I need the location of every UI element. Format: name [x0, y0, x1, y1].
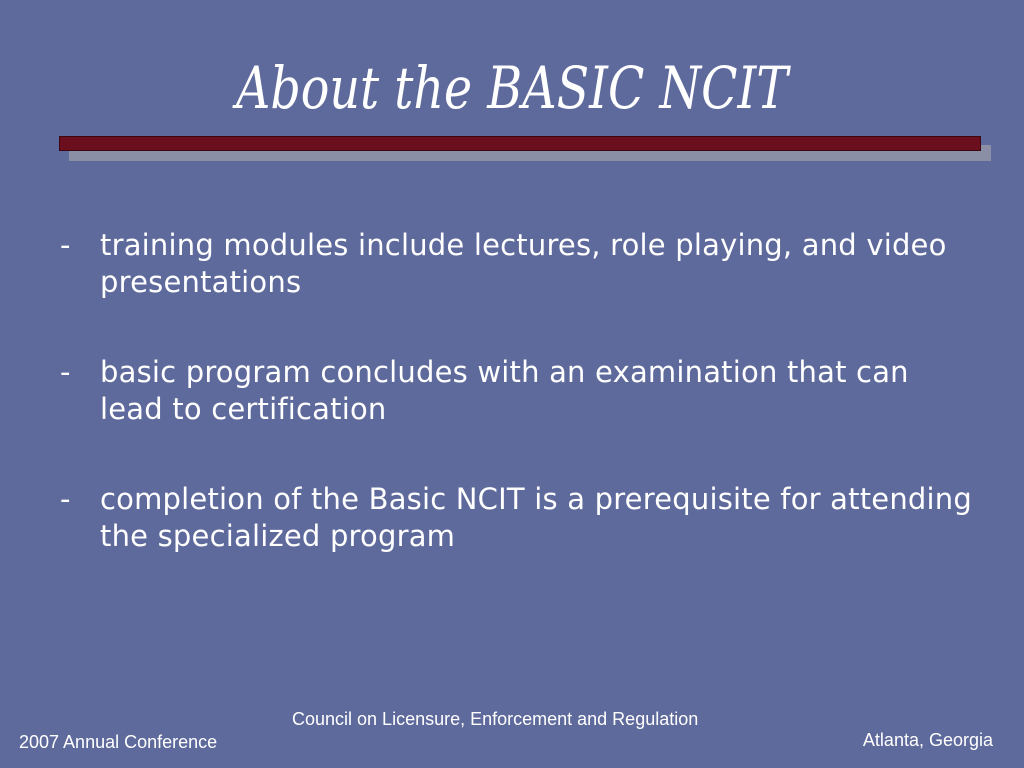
bullet-marker: -	[60, 355, 71, 389]
bullet-text: training modules include lectures, role playing, and video presentations	[100, 228, 947, 299]
slide-title: About the BASIC NCIT	[236, 54, 788, 122]
bullet-item	[58, 481, 978, 555]
footer-organization: Council on Licensure, Enforcement and Regulation	[292, 709, 699, 729]
title-rule	[59, 136, 981, 151]
bullet-list	[58, 227, 978, 608]
bullet-item	[58, 227, 978, 301]
bullet-text: basic program concludes with an examination that can lead to certification	[100, 355, 909, 426]
bullet-marker: -	[60, 228, 71, 262]
bullet-marker: -	[60, 482, 71, 516]
footer-location: Atlanta, Georgia	[862, 730, 993, 750]
bullet-item	[58, 354, 978, 428]
footer-conference: 2007 Annual Conference	[19, 732, 218, 752]
bullet-text: completion of the Basic NCIT is a prerequisite for attending the specialized program	[100, 482, 972, 553]
